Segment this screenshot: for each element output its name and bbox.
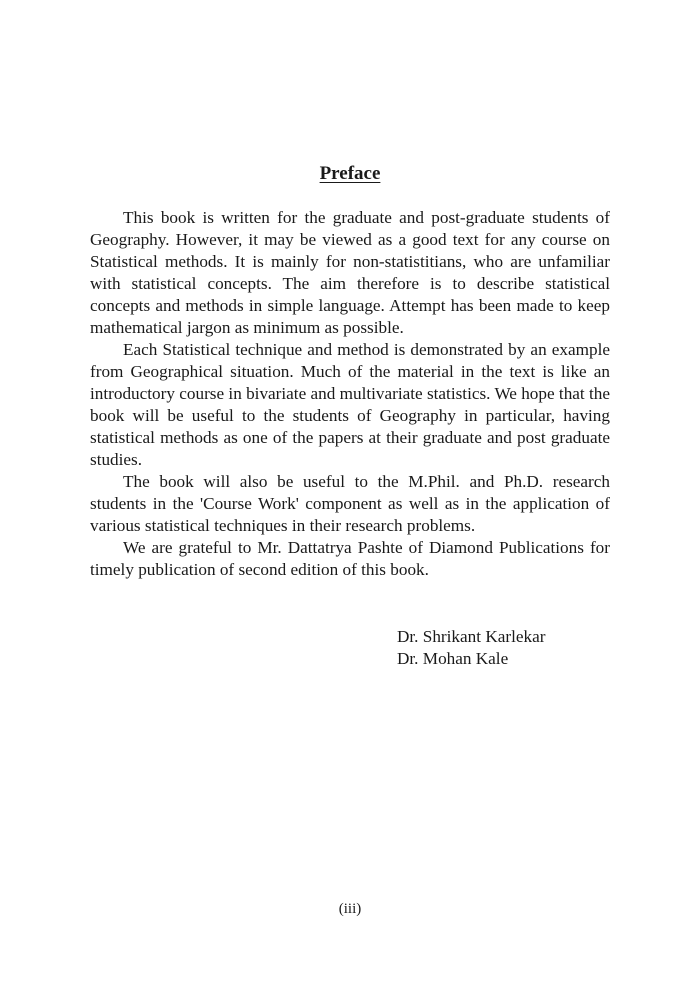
paragraph-2: Each Statistical technique and method is demonstrated by an example from Geographical situation. Much of the material in the text is like an introductory course in bivariate and multivariate statistics. We hope that the book will be useful to the students of Geography in particular, having statistical methods as one of the papers at their graduate and post graduate studies. (90, 340, 610, 469)
signature-block (397, 626, 545, 670)
signatory-2: Dr. Mohan Kale (397, 649, 509, 668)
signatory-1: Dr. Shrikant Karlekar (397, 627, 546, 646)
paragraph-4: We are grateful to Mr. Dattatrya Pashte of Diamond Publications for timely publication of second edition of this book. (90, 538, 610, 579)
paragraph-3: The book will also be useful to the M.Phil. and Ph.D. research students in the 'Course Work' component as well as in the application of various statistical techniques in their research problems. (90, 472, 610, 535)
page-number: (iii) (338, 901, 362, 917)
paragraph-1: This book is written for the graduate and post-graduate students of Geography. However, it may be viewed as a good text for any course on Statistical methods. It is mainly for non-statistitians, who are unfamiliar with statistical concepts. The aim therefore is to describe statistical concepts and methods in simple language. Attempt has been made to keep mathematical jargon as minimum as possible. (90, 208, 610, 337)
preface-body (90, 207, 610, 581)
page-title: Preface (319, 163, 381, 184)
